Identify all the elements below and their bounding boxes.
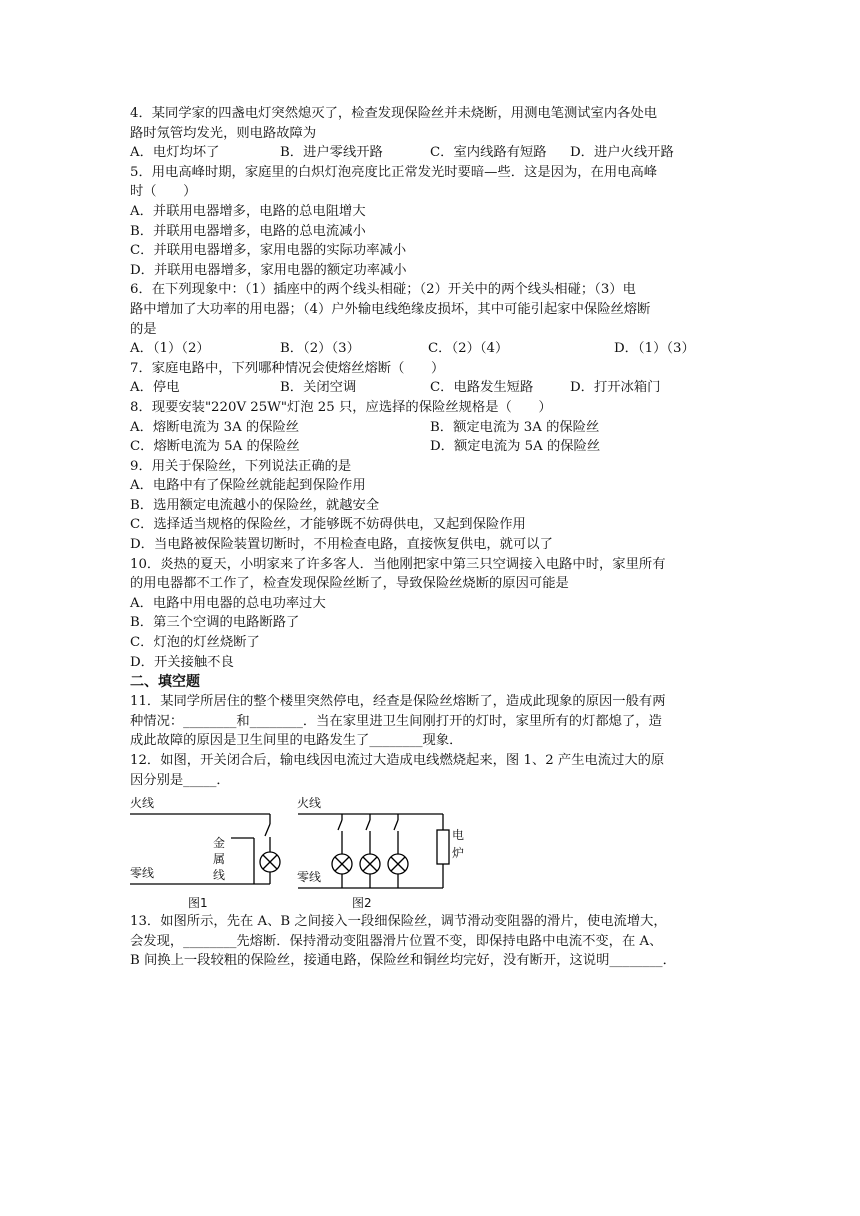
question-text: 12．如图，开关闭合后，输电线因电流过大造成电线燃烧起来，图 1、2 产生电流过大的原 xyxy=(130,753,665,768)
option-c: C．电路发生短路 xyxy=(430,380,534,396)
options-row xyxy=(130,143,730,163)
options-row xyxy=(130,437,730,457)
question-text: 种情况：________和________．当在家里进卫生间刚打开的灯时，家里所有的灯都熄了，造 xyxy=(130,713,662,729)
question-8 xyxy=(130,398,730,457)
option-d: D．额定电流为 5A 的保险丝 xyxy=(430,439,601,455)
question-stem: 的是 xyxy=(130,321,157,337)
option-a: A．并联用电器增多，电路的总电阻增大 xyxy=(130,203,366,219)
option-d: D．当电路被保险装置切断时，不用检查电路，直接恢复供电，就可以了 xyxy=(130,537,553,553)
question-stem: 4．某同学家的四盏电灯突然熄灭了，检查发现保险丝并未烧断，用测电笔测试室内各处电 xyxy=(130,106,658,121)
question-text: 成此故障的原因是卫生间里的电路发生了________现象． xyxy=(130,733,463,749)
exam-page xyxy=(130,104,730,971)
question-4 xyxy=(130,104,730,163)
electric-stove-label-char: 电 xyxy=(452,828,465,843)
question-stem: 10．炎热的夏天，小明家来了许多客人．当他刚把家中第三只空调接入电路中时，家里所有 xyxy=(130,556,666,572)
question-9 xyxy=(130,457,730,555)
question-6 xyxy=(130,280,730,358)
question-text: B 间换上一段较粗的保险丝，接通电路，保险丝和铜丝均完好，没有断开，这说明________． xyxy=(130,953,676,969)
question-stem: 7．家庭电路中，下列哪种情况会使熔丝熔断（ ） xyxy=(130,360,445,376)
options-row xyxy=(130,339,730,359)
question-stem: 的用电器都不工作了，检查发现保险丝断了，导致保险丝烧断的原因可能是 xyxy=(130,576,569,592)
options-row xyxy=(130,378,730,398)
neutral-wire-label-2: 零线 xyxy=(297,870,322,885)
question-stem: 5．用电高峰时期，家庭里的白炽灯泡亮度比正常发光时要暗—些．这是因为，在用电高峰 xyxy=(130,164,658,180)
option-a: A．熔断电流为 3A 的保险丝 xyxy=(130,419,300,435)
figure-1-caption: 图1 xyxy=(188,896,208,911)
option-a: A．电灯均坏了 xyxy=(130,145,220,161)
question-stem: 路时氖管均发光，则电路故障为 xyxy=(130,125,317,141)
option-c: C．（2）（4） xyxy=(428,341,509,357)
question-stem: 8．现要安装"220V 25W"灯泡 25 只，应选择的保险丝规格是（ ） xyxy=(130,399,552,415)
question-13 xyxy=(130,912,730,971)
question-stem: 6．在下列现象中：（1）插座中的两个线头相碰；（2）开关中的两个线头相碰；（3）电 xyxy=(130,282,636,298)
question-7 xyxy=(130,359,730,398)
option-c: C．室内线路有短路 xyxy=(430,145,547,161)
option-a: A．电路中有了保险丝就能起到保险作用 xyxy=(130,478,366,494)
option-d: D．开关接触不良 xyxy=(130,654,234,670)
option-d: D．并联用电器增多，家用电器的额定功率减小 xyxy=(130,262,407,278)
option-c: C．并联用电器增多，家用电器的实际功率减小 xyxy=(130,243,407,259)
option-d: D．进户火线开路 xyxy=(570,145,674,161)
question-text: 因分别是_____． xyxy=(130,772,230,788)
question-stem: 9．用关于保险丝，下列说法正确的是 xyxy=(130,458,352,474)
option-b: B．第三个空调的电路断路了 xyxy=(130,615,300,631)
question-text: 11．某同学所居住的整个楼里突然停电，经查是保险丝熔断了，造成此现象的原因一般有两 xyxy=(130,694,666,710)
circuit-diagram xyxy=(130,792,470,912)
metal-wire-label-char: 属 xyxy=(213,852,226,867)
question-stem: 时（ ） xyxy=(130,184,197,200)
options-row xyxy=(130,418,730,438)
section-heading: 二、填空题 xyxy=(130,674,200,691)
option-b: B．选用额定电流越小的保险丝，就越安全 xyxy=(130,497,380,513)
fire-wire-label-1: 火线 xyxy=(130,796,155,811)
option-d: D．打开冰箱门 xyxy=(570,380,661,396)
figure-2-caption: 图2 xyxy=(352,896,372,911)
fire-wire-label-2: 火线 xyxy=(297,796,322,811)
option-b: B．（2）（3） xyxy=(280,341,360,357)
option-b: B．并联用电器增多，电路的总电流减小 xyxy=(130,223,366,239)
option-b: B．额定电流为 3A 的保险丝 xyxy=(430,419,600,435)
question-stem: 路中增加了大功率的用电器；（4）户外输电线绝缘皮损坏，其中可能引起家中保险丝熔断 xyxy=(130,301,651,317)
question-5 xyxy=(130,163,730,281)
option-c: C．熔断电流为 5A 的保险丝 xyxy=(130,439,300,455)
option-a: A．停电 xyxy=(130,380,180,396)
question-text: 13．如图所示，先在 A、B 之间接入一段细保险丝，调节滑动变阻器的滑片，使电流增大， xyxy=(130,914,667,930)
option-b: B．进户零线开路 xyxy=(280,145,383,161)
option-a: A．电路中用电器的总电功率过大 xyxy=(130,595,326,611)
question-11 xyxy=(130,692,730,751)
question-text: 会发现，________先熔断．保持滑动变阻器滑片位置不变，即保持电路中电流不变，在 A、 xyxy=(130,933,663,949)
option-a: A．（1）（2） xyxy=(130,341,210,357)
option-d: D．（1）（3） xyxy=(614,341,695,357)
option-c: C．选择适当规格的保险丝，才能够既不妨碍供电，又起到保险作用 xyxy=(130,517,526,533)
option-b: B．关闭空调 xyxy=(280,380,357,396)
option-c: C．灯泡的灯丝烧断了 xyxy=(130,635,260,651)
electric-stove-label-char: 炉 xyxy=(452,846,465,861)
question-12 xyxy=(130,751,730,790)
metal-wire-label-char: 线 xyxy=(213,868,226,883)
metal-wire-label-char: 金 xyxy=(213,836,226,851)
neutral-wire-label-1: 零线 xyxy=(130,866,155,881)
circuit-figures xyxy=(130,792,470,912)
question-10 xyxy=(130,555,730,673)
